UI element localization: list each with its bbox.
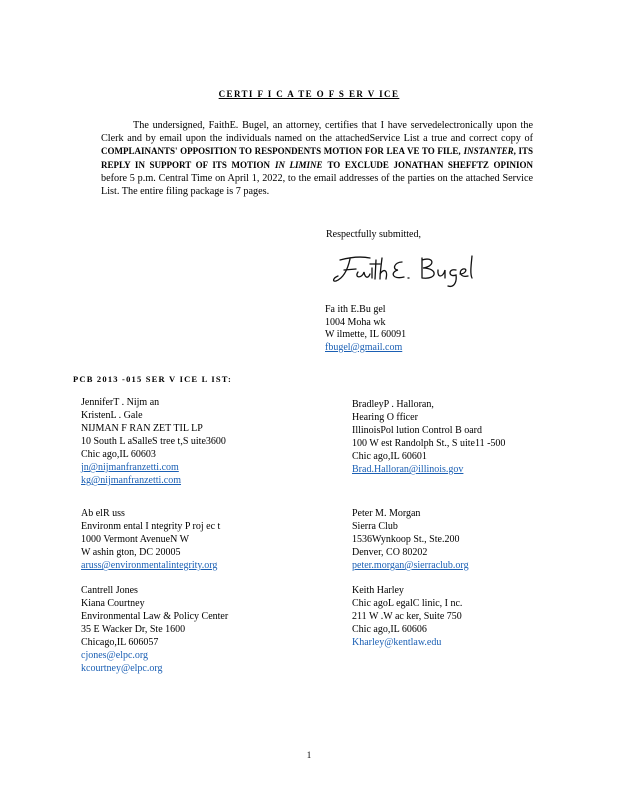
email-link[interactable]: cjones@elpc.org: [81, 650, 149, 661]
signer-city: W ilmette, IL 60091: [325, 329, 407, 341]
email-link[interactable]: Kharley@kentlaw.edu: [352, 637, 442, 648]
signature-image: [330, 248, 490, 288]
signer-block: [325, 304, 424, 354]
closing-text: Respectfully submitted,: [326, 229, 421, 240]
email-link[interactable]: kg@nijmanfranzetti.com: [81, 475, 182, 486]
party-block: JenniferT . Nijm an KristenL . Gale NIJMAN F RAN ZET TIL LP 10 South L aSalleS tree t,S uite3600 Chic ago,IL 60603 jn@nijmanfranzetti.com kg@nijmanfranzetti.com: [81, 397, 226, 486]
party-block: Cantrell Jones Kiana Courtney Environmental Law & Policy Center 35 E Wacker Dr, Ste 1600 Chicago,IL 606057 cjones@elpc.org kcourtney@elpc.org: [81, 585, 229, 674]
signer-street: 1004 Moha wk: [325, 316, 386, 328]
document-name-3: TO EXCLUDE JONATHAN SHEFFTZ OPINION: [327, 159, 534, 170]
certificate-body: [101, 119, 533, 198]
signer-email-link[interactable]: fbugel@gmail.com: [325, 341, 403, 353]
party-block: BradleyP . Halloran, Hearing O fficer IllinoisPol lution Control B oard 100 W est Randolph St., S uite11 -500 Chic ago,IL 60601 Brad.Halloran@illinois.gov: [352, 399, 506, 475]
in-limine-text: IN LIMINE: [274, 159, 323, 170]
signer-name: Fa ith E.Bu gel: [325, 304, 386, 315]
service-list-heading: PCB 2013 -015 SER V ICE L IST:: [73, 374, 233, 384]
document-name-2: , ITS REPLY IN SUPPORT OF ITS MOTION: [101, 146, 533, 170]
body-text-1: The undersigned, FaithE. Bugel, an attorney, certifies that I have servedelectronically upon the Clerk and by email upon the individuals named on the attachedService List a true and correct copy of: [101, 120, 533, 145]
body-text-2: before 5 p.m. Central Time on April 1, 2022, to the email addresses of the parties on the attached Service List. The entire filing package is 7 pages.: [101, 172, 533, 198]
page-number: 1: [306, 750, 312, 760]
party-block: Peter M. Morgan Sierra Club 1536Wynkoop St., Ste.200 Denver, CO 80202 peter.morgan@sierraclub.org: [352, 508, 469, 571]
email-link[interactable]: aruss@environmentalintegrity.org: [81, 560, 218, 571]
document-title: CERTI F I C A TE O F S ER V ICE: [218, 89, 400, 99]
instanter-text: INSTANTER: [463, 146, 514, 157]
document-name: COMPLAINANTS' OPPOSITION TO RESPONDENTS MOTION FOR LEA VE TO FILE,: [101, 146, 461, 157]
party-block: Keith Harley Chic agoL egalC linic, I nc. 211 W .W ac ker, Suite 750 Chic ago,IL 60606 Kharley@kentlaw.edu: [352, 585, 463, 648]
email-link[interactable]: jn@nijmanfranzetti.com: [81, 462, 179, 473]
email-link[interactable]: peter.morgan@sierraclub.org: [352, 560, 469, 571]
email-link[interactable]: kcourtney@elpc.org: [81, 663, 163, 674]
email-link[interactable]: Brad.Halloran@illinois.gov: [352, 464, 464, 475]
party-block: Ab elR uss Environm ental I ntegrity P roj ec t 1000 Vermont AvenueN W W ashin gton, DC 20005 aruss@environmentalintegrity.org: [81, 508, 221, 571]
